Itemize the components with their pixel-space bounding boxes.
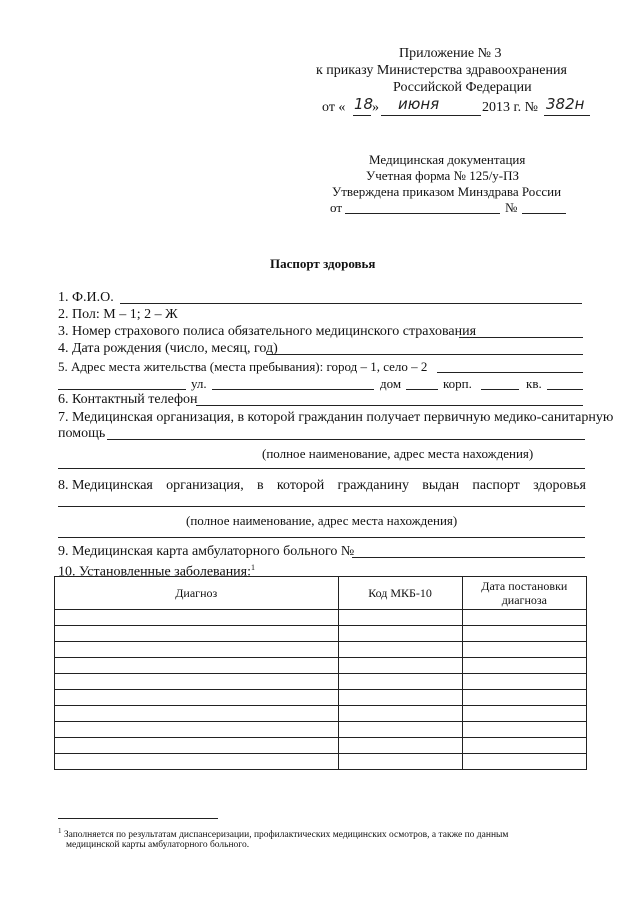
table-cell[interactable] — [55, 674, 339, 690]
field-fio-line — [120, 303, 582, 304]
table-row — [55, 674, 587, 690]
footnote-text-1: Заполняется по результатам диспансеризации, профилактических медицинских осмотров, а также по данным — [63, 830, 509, 841]
table-cell[interactable] — [338, 674, 462, 690]
appendix-year: 2013 г. № — [482, 100, 539, 115]
number-underline — [544, 115, 590, 116]
table-cell[interactable] — [338, 706, 462, 722]
table-row — [55, 754, 587, 770]
field-sex-label: 2. Пол: М – 1; 2 – Ж — [58, 307, 178, 322]
field8-word: организация, — [166, 478, 244, 493]
diagnoses-table — [54, 576, 587, 770]
field-passport-org-label — [58, 478, 586, 494]
address-street-label: ул. — [191, 376, 207, 391]
table-row — [55, 722, 587, 738]
table-cell[interactable] — [338, 626, 462, 642]
day-underline — [353, 115, 371, 116]
address-apt-label: кв. — [526, 376, 542, 391]
table-cell[interactable] — [338, 738, 462, 754]
doc-meta-date-line — [345, 213, 500, 214]
table-cell[interactable] — [55, 722, 339, 738]
handwritten-day: 18 — [354, 95, 374, 113]
field-primary-org-line-2 — [58, 468, 585, 469]
field-card-line — [352, 557, 585, 558]
field-address-line — [437, 372, 583, 373]
table-row — [55, 658, 587, 674]
address-house-line — [406, 389, 438, 390]
table-row — [55, 626, 587, 642]
table-row — [55, 738, 587, 754]
table-cell[interactable] — [338, 754, 462, 770]
table-row — [55, 610, 587, 626]
field8-word: которой — [276, 478, 325, 493]
footnote-separator — [58, 818, 218, 819]
field-fio-label: 1. Ф.И.О. — [58, 290, 114, 305]
field8-word: здоровья — [533, 478, 586, 493]
field-diseases-text: 10. Установленные заболевания: — [58, 564, 252, 580]
field-phone-line — [196, 405, 583, 406]
appendix-line3: Российской Федерации — [393, 80, 532, 95]
handwritten-number: 382н — [546, 95, 585, 113]
field-card-label: 9. Медицинская карта амбулаторного больного № — [58, 544, 355, 559]
doc-meta-line1: Медицинская документация — [369, 152, 526, 167]
table-cell[interactable] — [338, 658, 462, 674]
field-primary-org-line — [107, 439, 585, 440]
field-policy-line — [459, 337, 583, 338]
table-row — [55, 706, 587, 722]
table-cell[interactable] — [462, 754, 586, 770]
appendix-line2: к приказу Министерства здравоохранения — [316, 63, 567, 78]
diagnoses-rows — [55, 610, 587, 770]
doc-meta-number-line — [522, 213, 566, 214]
address-apt-line — [547, 389, 583, 390]
handwritten-month: июня — [398, 95, 440, 113]
table-cell[interactable] — [338, 690, 462, 706]
address-house-label: дом — [380, 376, 402, 391]
table-cell[interactable] — [55, 626, 339, 642]
field-passport-org-line — [58, 506, 585, 507]
field8-word: гражданину — [337, 478, 409, 493]
doc-meta-line2: Учетная форма № 125/у-ПЗ — [366, 168, 520, 183]
footnote-mark: 1 — [58, 827, 62, 835]
table-cell[interactable] — [55, 738, 339, 754]
table-row — [55, 642, 587, 658]
doc-meta-no: № — [505, 200, 518, 215]
footnote-line2: медицинской карты амбулаторного больного. — [66, 840, 250, 850]
field8-word: 8. Медицинская — [58, 478, 153, 493]
field8-word: выдан — [422, 478, 460, 493]
table-cell[interactable] — [462, 738, 586, 754]
table-cell[interactable] — [55, 754, 339, 770]
col-diagnosis-date: Дата постановки диагноза — [462, 577, 586, 610]
table-cell[interactable] — [55, 610, 339, 626]
address-block-line — [481, 389, 519, 390]
field8-word: в — [257, 478, 264, 493]
table-cell[interactable] — [55, 658, 339, 674]
table-cell[interactable] — [462, 610, 586, 626]
address-block-label: корп. — [443, 376, 472, 391]
field-passport-org-hint: (полное наименование, адрес места нахождения) — [186, 513, 458, 528]
field-dob-line — [267, 354, 583, 355]
field-policy-label: 3. Номер страхового полиса обязательного медицинского страхования — [58, 324, 477, 339]
table-cell[interactable] — [338, 610, 462, 626]
table-cell[interactable] — [462, 690, 586, 706]
field-primary-org-label: 7. Медицинская организация, в которой гражданин получает первичную медико-санитарную — [58, 410, 614, 425]
table-cell[interactable] — [462, 658, 586, 674]
appendix-date-prefix: от « — [322, 100, 346, 115]
table-row — [55, 690, 587, 706]
field-address-label: 5. Адрес места жительства (места пребывания): город – 1, село – 2 — [58, 359, 428, 374]
col-icd10: Код МКБ-10 — [338, 577, 462, 610]
month-underline — [381, 115, 481, 116]
col-diagnosis: Диагноз — [55, 577, 339, 610]
appendix-line1: Приложение № 3 — [399, 46, 502, 61]
footnote-ref: 1 — [251, 563, 256, 572]
table-cell[interactable] — [55, 642, 339, 658]
field-phone-label: 6. Контактный телефон — [58, 392, 198, 407]
table-cell[interactable] — [462, 706, 586, 722]
table-cell[interactable] — [338, 722, 462, 738]
table-cell[interactable] — [55, 706, 339, 722]
field-primary-org-label-2: помощь — [58, 426, 106, 441]
appendix-quote-close: » — [372, 100, 379, 115]
field-primary-org-hint: (полное наименование, адрес места нахождения) — [262, 446, 534, 461]
table-cell[interactable] — [462, 674, 586, 690]
field8-word: паспорт — [472, 478, 520, 493]
table-cell[interactable] — [462, 642, 586, 658]
table-cell[interactable] — [462, 722, 586, 738]
address-city-line — [58, 389, 186, 390]
table-cell[interactable] — [338, 642, 462, 658]
table-cell[interactable] — [55, 690, 339, 706]
table-cell[interactable] — [462, 626, 586, 642]
field-passport-org-line-2 — [58, 537, 585, 538]
field-dob-label: 4. Дата рождения (число, месяц, год) — [58, 341, 278, 356]
doc-meta-from: от — [330, 200, 343, 215]
page-title: Паспорт здоровья — [270, 256, 376, 271]
doc-meta-line3: Утверждена приказом Минздрава России — [332, 184, 562, 199]
address-street-line — [212, 389, 374, 390]
